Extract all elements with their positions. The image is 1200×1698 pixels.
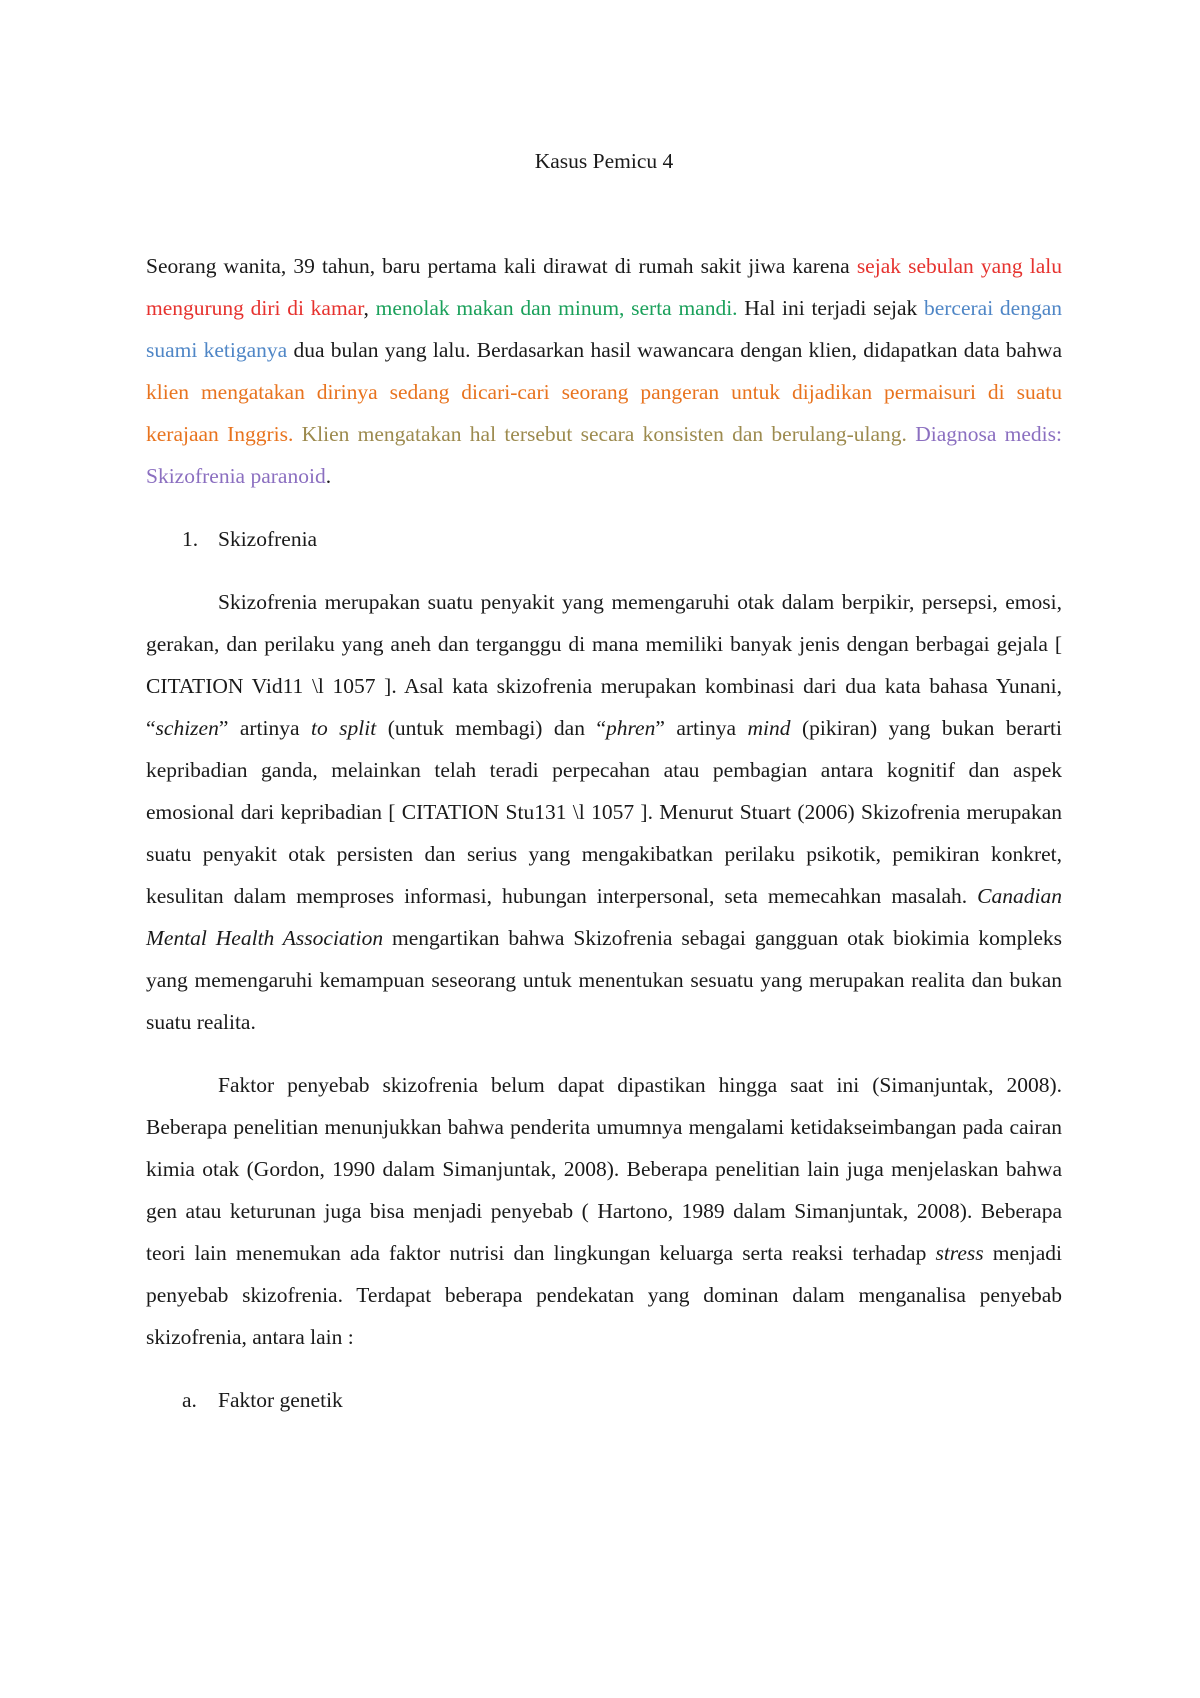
case-highlight-purple: Diagnosa medis: Skizofrenia paranoid (146, 422, 1062, 488)
para1-italic-cmha: Canadian Mental Health Association (146, 884, 1062, 950)
case-text-3: Hal ini terjadi sejak (737, 296, 924, 320)
section-label: Skizofrenia (218, 527, 318, 551)
case-highlight-blue: bercerai dengan suami ketiganya (146, 296, 1062, 362)
case-highlight-red: sejak sebulan yang lalu mengurung diri di kamar (146, 254, 1063, 320)
section-heading-1 (146, 518, 1062, 560)
subsection-heading-a (146, 1379, 1062, 1421)
para2-text-1: Faktor penyebab skizofrenia belum dapat dipastikan hingga saat ini (Simanjuntak, 2008). Beberapa penelitian menunjukkan bahwa penderita umumnya mengalami ketidakseimbangan pada cairan kimia otak (Gordon, 1990 dalam Simanjuntak, 2008). Beberapa penelitian lain juga menjelaskan bahwa gen atau keturunan juga bisa menjadi penyebab ( Hartono, 1989 dalam Simanjuntak, 2008). Beberapa teori lain menemukan ada faktor nutrisi dan lingkungan keluarga serta reaksi terhadap (146, 1073, 1062, 1265)
subsection-letter: a. (182, 1388, 197, 1412)
para1-italic-mind: mind (747, 716, 791, 740)
document-body (146, 140, 1062, 1421)
case-text-4: dua bulan yang lalu. Berdasarkan hasil wawancara dengan klien, didapatkan data bahwa (287, 338, 1062, 362)
para1-text-4: ” artinya (655, 716, 748, 740)
case-text-6 (907, 422, 915, 446)
paragraph-skizofrenia-definition (146, 581, 1062, 1043)
para2-text-2: menjadi penyebab skizofrenia. Terdapat beberapa pendekatan yang dominan dalam menganalisa penyebab skizofrenia, antara lain : (146, 1241, 1063, 1349)
para1-text-5: (pikiran) yang bukan berarti kepribadian ganda, melainkan telah teradi perpecahan atau pembagian antara kognitif dan aspek emosional dari kepribadian [ CITATION Stu131 \l 1057 ]. Menurut Stuart (2006) Skizofrenia merupakan suatu penyakit otak persisten dan serius yang mengakibatkan perilaku psikotik, pemikiran konkret, kesulitan dalam memproses informasi, hubungan interpersonal, seta memecahkan masalah. (146, 716, 1062, 908)
case-text-5 (293, 422, 301, 446)
para2-italic-stress: stress (935, 1241, 984, 1265)
case-text-7: . (325, 464, 332, 488)
para1-italic-phren: phren (605, 716, 656, 740)
subsection-label: Faktor genetik (218, 1388, 343, 1412)
para1-text-6: mengartikan bahwa Skizofrenia sebagai gangguan otak biokimia kompleks yang memengaruhi kemampuan seseorang untuk menentukan sesuatu yang merupakan realita dan bukan suatu realita. (146, 926, 1063, 1034)
para1-text-3: (untuk membagi) dan “ (376, 716, 606, 740)
para1-italic-schizen: schizen (155, 716, 219, 740)
case-highlight-olive: Klien mengatakan hal tersebut secara konsisten dan berulang-ulang. (301, 422, 907, 446)
para1-italic-to-split: to split (311, 716, 377, 740)
document-title: Kasus Pemicu 4 (534, 149, 674, 173)
para1-text-1: Skizofrenia merupakan suatu penyakit yang memengaruhi otak dalam berpikir, persepsi, emosi, gerakan, dan perilaku yang aneh dan terganggu di mana memiliki banyak jenis dengan berbagai gejala [ CITATION Vid11 \l 1057 ]. Asal kata skizofrenia merupakan kombinasi dari dua kata bahasa Yunani, “ (146, 590, 1062, 740)
case-text-2: , (363, 296, 376, 320)
case-highlight-orange: klien mengatakan dirinya sedang dicari-cari seorang pangeran untuk dijadikan permaisuri di suatu kerajaan Inggris. (146, 380, 1062, 446)
para1-text-2: ” artinya (218, 716, 311, 740)
case-text-1: Seorang wanita, 39 tahun, baru pertama kali dirawat di rumah sakit jiwa karena (146, 254, 857, 278)
section-number: 1. (182, 527, 199, 551)
paragraph-penyebab (146, 1064, 1062, 1358)
case-highlight-green: menolak makan dan minum, serta mandi. (375, 296, 738, 320)
case-paragraph (146, 245, 1062, 497)
